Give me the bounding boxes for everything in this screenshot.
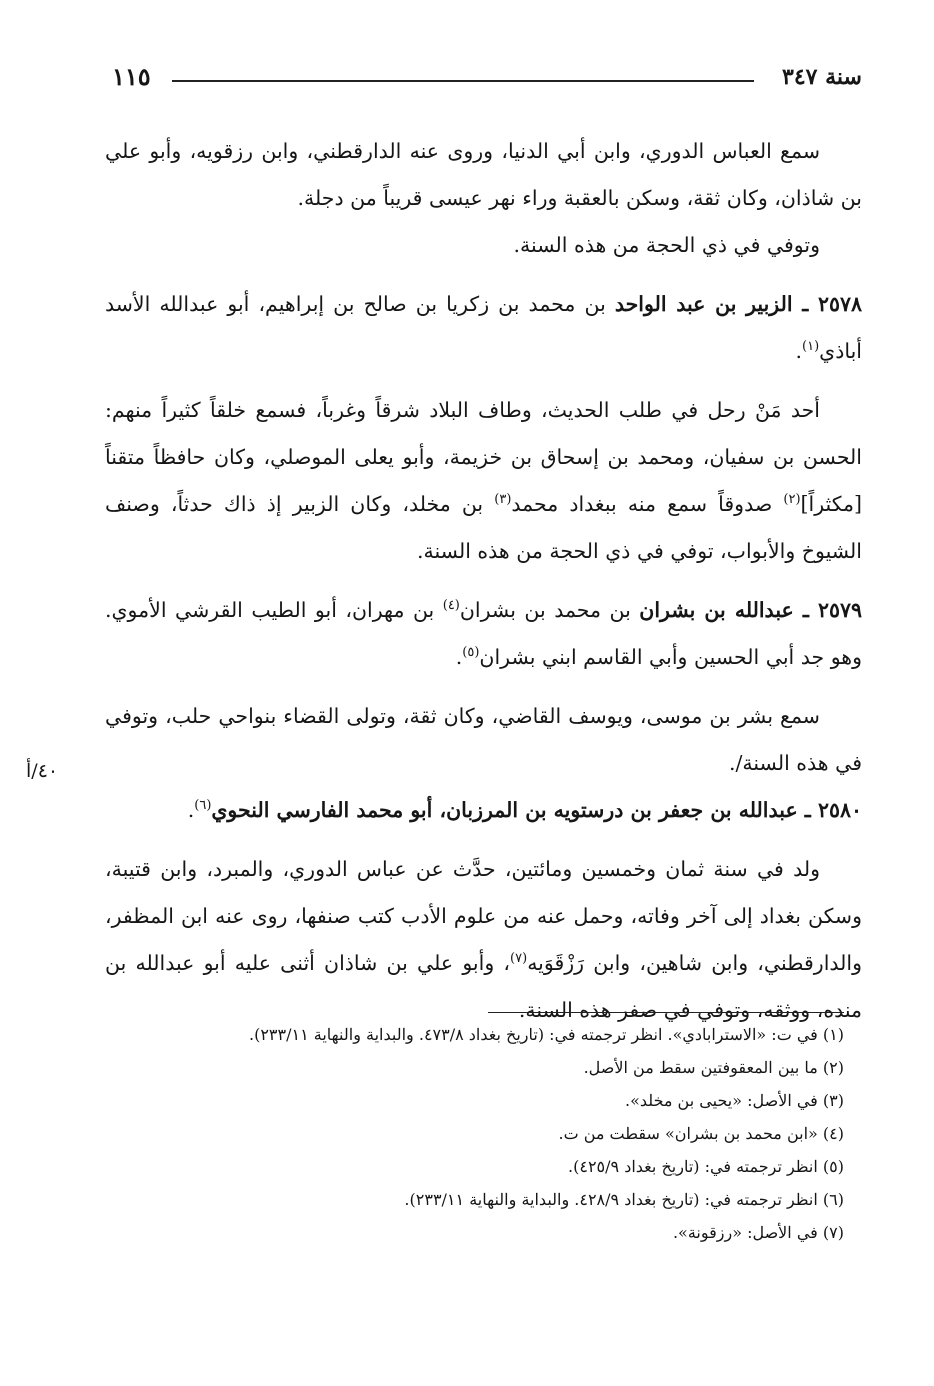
footnote-ref: (١): [802, 339, 820, 355]
entry-2579: [105, 587, 862, 681]
entry-punct: .: [187, 798, 195, 822]
entry-heading: ٢٥٧٨ ـ الزبير بن عبد الواحد: [614, 292, 863, 316]
entry-text: بن محمد بن بشران: [459, 598, 640, 622]
footnote-rule: [488, 1012, 844, 1013]
footnote-ref: (٦): [194, 798, 212, 814]
footnote: (١) في ت: «الاسترابادي». انظر ترجمته في: (تاريخ بغداد ٤٧٣/٨. والبداية والنهاية ٢٣٣/١١).: [249, 1025, 844, 1044]
paragraph: [105, 387, 862, 575]
footnote-ref: (٢): [783, 492, 801, 508]
footnote: (٤) «ابن محمد بن بشران» سقطت من ت.: [558, 1124, 844, 1143]
manuscript-folio-note: ٤٠/أ: [26, 760, 59, 782]
paragraph: سمع بشر بن موسى، ويوسف القاضي، وكان ثقة، وتولى القضاء بنواحي حلب، وتوفي في هذه السنة/.: [105, 704, 862, 775]
paragraph: [105, 846, 862, 1034]
entry-2578: [105, 281, 862, 375]
footnote-ref: (٧): [510, 951, 528, 967]
running-header-year: سنة ٣٤٧: [782, 64, 862, 90]
paragraph-text: صدوقاً سمع منه ببغداد محمد: [511, 492, 784, 516]
paragraph: وتوفي في ذي الحجة من هذه السنة.: [513, 233, 820, 257]
main-text: [105, 128, 862, 1034]
footnote: (٣) في الأصل: «يحيى بن مخلد».: [625, 1091, 844, 1110]
footnote: (٢) ما بين المعقوفتين سقط من الأصل.: [583, 1058, 844, 1077]
footnote-ref: (٣): [494, 492, 512, 508]
paragraph: سمع العباس الدوري، وابن أبي الدنيا، وروى عنه الدارقطني، وابن رزقويه، وأبو علي بن شاذان، وكان ثقة، وسكن بالعقبة وراء نهر عيسى قريباً من دجلة.: [105, 139, 862, 210]
footnote-ref: (٤): [442, 598, 460, 614]
paragraph-text: ولد في سنة ثمان وخمسين ومائتين، حدَّث عن عباس الدوري، والمبرد، وابن قتيبة، وسكن بغداد إلى آخر وفاته، وحمل عنه من علوم الأدب كتب صنفها، روى عنه ابن المظفر، والدارقطني، وابن شاهين، وابن رَزْقَوَيه: [105, 857, 863, 975]
entry-heading: ٢٥٧٩ ـ عبدالله بن بشران: [639, 598, 862, 622]
entry-text: بن مهران، أبو الطيب القرشي الأموي. وهو جد أبي الحسين وأبي القاسم ابني بشران: [105, 598, 862, 669]
entry-punct: .: [455, 645, 463, 669]
footnotes: [60, 1018, 844, 1249]
entry-punct: .: [795, 339, 803, 363]
entry-text: بن محمد بن زكريا بن صالح بن إبراهيم، أبو عبدالله الأسد أباذي: [105, 292, 862, 363]
footnote: (٥) انظر ترجمته في: (تاريخ بغداد ٤٢٥/٩).: [568, 1157, 844, 1176]
paragraph-text: أحد مَنْ رحل في طلب الحديث، وطاف البلاد شرقاً وغرباً، فسمع خلقاً كثيراً منهم: الحسن بن سفيان، ومحمد بن إسحاق بن خزيمة، وأبو يعلى الموصلي، وكان حافظاً متقناً [مكثراً]: [105, 398, 863, 516]
paragraph-text: بن مخلد، وكان الزبير إذ ذاك حدثاً، وصنف الشيوخ والأبواب، توفي في ذي الحجة من هذه السنة.: [105, 492, 862, 563]
entry-heading: ٢٥٨٠ ـ عبدالله بن جعفر بن درستويه بن المرزبان، أبو محمد الفارسي النحوي: [211, 798, 862, 822]
page-number: ١١٥: [112, 62, 151, 91]
paragraph-text: ، وأبو علي بن شاذان أثنى عليه أبو عبدالله بن منده، ووثقه، وتوفي في صفر هذه السنة.: [105, 951, 862, 1022]
entry-2580: [105, 787, 862, 834]
footnote: (٦) انظر ترجمته في: (تاريخ بغداد ٤٢٨/٩. والبداية والنهاية ٢٣٣/١١).: [404, 1190, 844, 1209]
footnote: (٧) في الأصل: «رزقونة».: [672, 1223, 844, 1242]
footnote-ref: (٥): [462, 645, 480, 661]
header-rule: [172, 80, 754, 82]
